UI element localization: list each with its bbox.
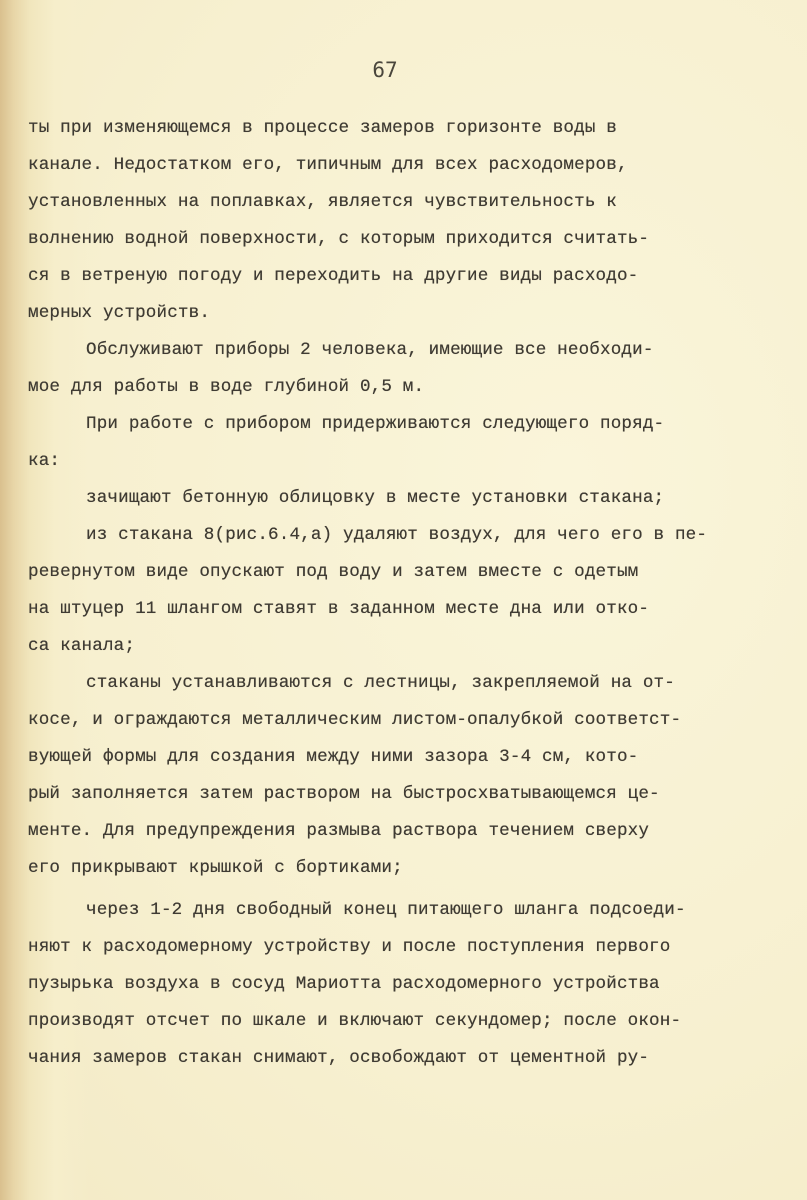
text-line: волнению водной поверхности, с которым приходится считать- [28, 229, 650, 249]
text-line: ся в ветреную погоду и переходить на другие виды расходо- [28, 266, 639, 286]
text-line: стаканы устанавливаются с лестницы, закрепляемой на от- [86, 673, 675, 693]
text-line: При работе с прибором придерживаются следующего поряд- [86, 414, 665, 434]
text-line: мое для работы в воде глубиной 0,5 м. [28, 377, 425, 397]
page-number: 67 [372, 58, 398, 82]
text-line: чания замеров стакан снимают, освобождают от цементной ру- [28, 1048, 650, 1068]
text-line: производят отсчет по шкале и включают секундомер; после окон- [28, 1011, 682, 1031]
text-line: ревернутом виде опускают под воду и затем вместе с одетым [28, 562, 639, 582]
text-line: няют к расходомерному устройству и после поступления первого [28, 937, 671, 957]
text-line: пузырька воздуха в сосуд Мариотта расходомерного устройства [28, 974, 660, 994]
text-line: рый заполняется затем раствором на быстросхватывающемся це- [28, 784, 660, 804]
text-line: установленных на поплавках, является чувствительность к [28, 192, 617, 212]
text-line: ты при изменяющемся в процессе замеров горизонте воды в [28, 118, 617, 138]
text-line: ка: [28, 451, 61, 471]
text-line: косе, и ограждаются металлическим листом-опалубкой соответст- [28, 710, 682, 730]
text-line: через 1-2 дня свободный конец питающего шланга подсоеди- [86, 900, 686, 920]
text-line: вующей формы для создания между ними зазора 3-4 см, кото- [28, 747, 639, 767]
text-line: на штуцер 11 шлангом ставят в заданном месте дна или отко- [28, 599, 650, 619]
text-line: Обслуживают приборы 2 человека, имеющие все необходи- [86, 340, 654, 360]
text-line: зачищают бетонную облицовку в месте установки стакана; [86, 488, 665, 508]
text-line: его прикрывают крышкой с бортиками; [28, 858, 403, 878]
text-line: менте. Для предупреждения размыва раствора течением сверху [28, 821, 650, 841]
text-line: канале. Недостатком его, типичным для всех расходомеров, [28, 155, 628, 175]
text-line: са канала; [28, 636, 136, 656]
text-line: мерных устройств. [28, 303, 211, 323]
text-line: из стакана 8(рис.6.4,а) удаляют воздух, для чего его в пе- [86, 525, 708, 545]
